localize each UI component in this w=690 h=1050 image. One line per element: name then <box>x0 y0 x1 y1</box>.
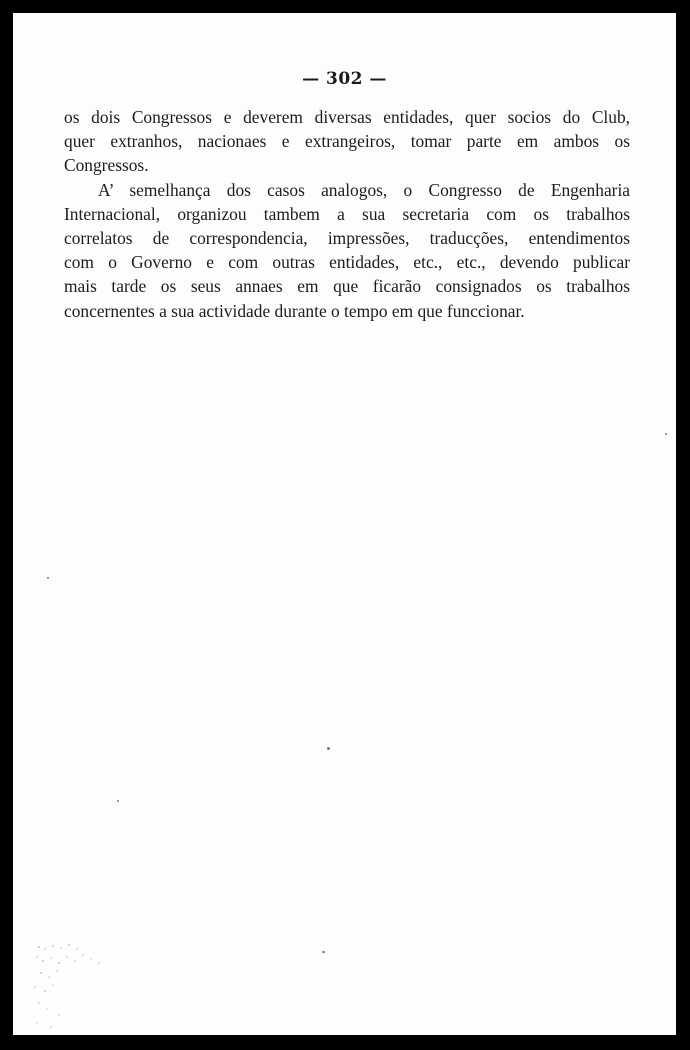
page-number: — 302 — <box>302 69 387 89</box>
body-text <box>64 105 630 323</box>
scan-speck <box>327 747 330 750</box>
text-line: Internacional, organizou tambem a sua secretaria com os trabalhos <box>64 203 630 224</box>
text-line: quer extranhos, nacionaes e extrangeiros, tomar parte em ambos os <box>64 131 630 152</box>
text-line: com o Governo e com outras entidades, etc., etc., devendo publicar <box>64 252 630 273</box>
text-line: Congressos. <box>64 155 149 176</box>
paragraph-2 <box>64 178 630 323</box>
scan-noise <box>31 943 151 1033</box>
text-line: concernentes a sua actividade durante o tempo em que funccionar. <box>64 300 525 321</box>
scan-speck <box>47 577 49 579</box>
scan-speck <box>665 433 667 435</box>
text-line: mais tarde os seus annaes em que ficarão consignados os trabalhos <box>64 276 630 297</box>
text-line: os dois Congressos e deverem diversas entidades, quer socios do Club, <box>64 107 630 127</box>
document-page <box>13 13 676 1035</box>
paragraph-1 <box>64 105 630 178</box>
scan-speck <box>322 951 325 953</box>
text-line: correlatos de correspondencia, impressões, traducções, entendimentos <box>64 228 630 249</box>
text-line: A’ semelhança dos casos analogos, o Congresso de Engenharia <box>98 179 630 200</box>
scan-speck <box>117 800 119 802</box>
